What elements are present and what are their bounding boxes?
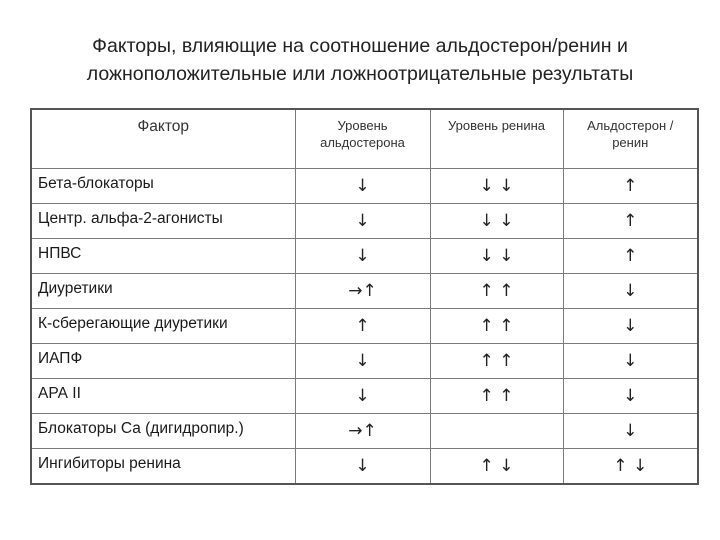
header-ratio-line1: Альдостерон / [587,118,674,133]
table-row [31,239,698,274]
header-aldosterone [295,109,430,169]
row-ratio: ↑ [563,204,698,239]
header-renin: Уровень ренина [430,109,563,169]
row-factor: Диуретики [31,274,295,309]
row-aldosterone: ↓ [295,239,430,274]
row-factor: ИАПФ [31,344,295,379]
row-ratio: ↑ ↓ [563,449,698,485]
row-renin: ↓ ↓ [430,169,563,204]
factors-table [30,108,699,485]
row-ratio: ↑ [563,169,698,204]
row-ratio: ↑ [563,239,698,274]
table-row [31,379,698,414]
row-factor: Блокаторы Са (дигидропир.) [31,414,295,449]
table-row [31,344,698,379]
header-factor: Фактор [31,109,295,169]
table-row [31,449,698,485]
row-aldosterone: ↑ [295,309,430,344]
row-factor: К-сберегающие диуретики [31,309,295,344]
table-row [31,274,698,309]
row-renin [430,414,563,449]
row-aldosterone: ↓ [295,169,430,204]
row-aldosterone: →↑ [295,274,430,309]
row-renin: ↑ ↑ [430,344,563,379]
table-row [31,414,698,449]
row-renin: ↑ ↓ [430,449,563,485]
header-aldosterone-line2: альдостерона [320,135,405,150]
row-ratio: ↓ [563,344,698,379]
row-ratio: ↓ [563,379,698,414]
row-aldosterone: ↓ [295,344,430,379]
title-line-2: ложноположительные или ложноотрицательные результаты [86,63,634,85]
row-factor: Ингибиторы ренина [31,449,295,485]
row-aldosterone: →↑ [295,414,430,449]
table-row [31,169,698,204]
row-aldosterone: ↓ [295,204,430,239]
row-factor: Центр. альфа-2-агонисты [31,204,295,239]
row-ratio: ↓ [563,309,698,344]
row-factor: АРА II [31,379,295,414]
row-renin: ↑ ↑ [430,309,563,344]
row-renin: ↓ ↓ [430,204,563,239]
row-factor: НПВС [31,239,295,274]
header-ratio [563,109,698,169]
row-aldosterone: ↓ [295,449,430,485]
row-ratio: ↓ [563,274,698,309]
slide-title [30,32,690,88]
header-ratio-line2: ренин [612,135,649,150]
row-renin: ↓ ↓ [430,239,563,274]
table-row [31,309,698,344]
title-line-1: Факторы, влияющие на соотношение альдостерон/ренин и [92,35,628,57]
table-row [31,204,698,239]
row-factor: Бета-блокаторы [31,169,295,204]
header-row [31,109,698,169]
row-ratio: ↓ [563,414,698,449]
row-renin: ↑ ↑ [430,274,563,309]
row-renin: ↑ ↑ [430,379,563,414]
row-aldosterone: ↓ [295,379,430,414]
header-aldosterone-line1: Уровень [337,118,388,133]
